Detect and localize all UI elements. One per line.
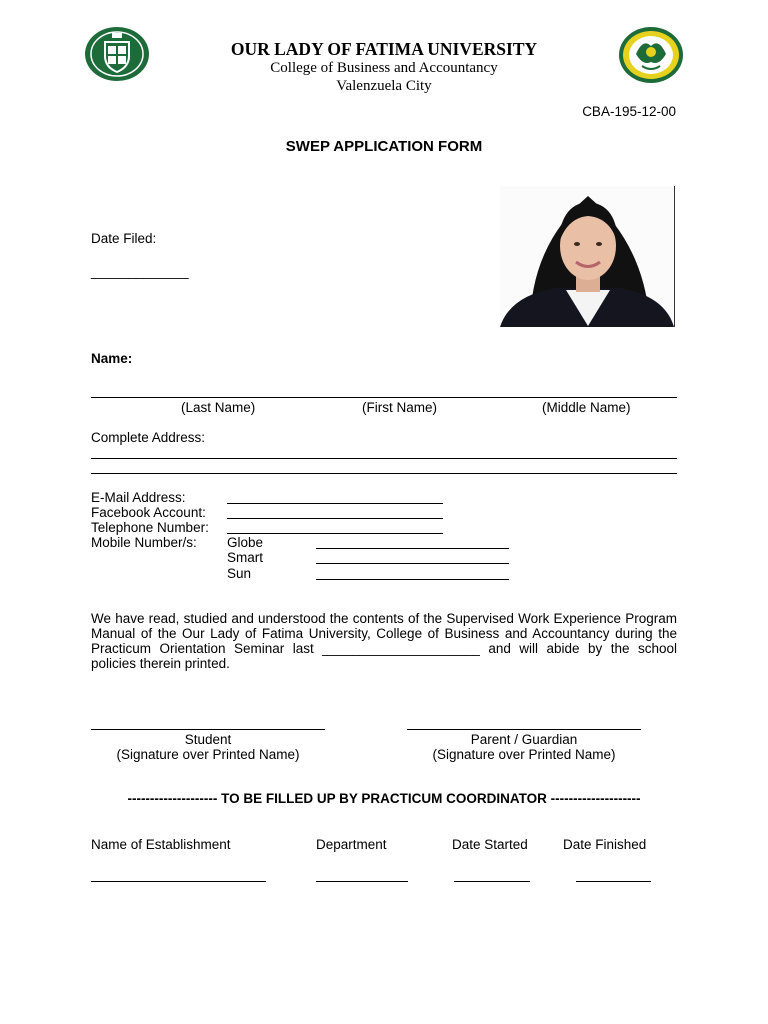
address-line-2[interactable] [91,473,677,474]
date-filed-field[interactable]: _____________ [91,264,189,279]
mobile-label: Mobile Number/s: [91,535,197,550]
coordinator-section-heading: -------------------- TO BE FILLED UP BY PRACTICUM COORDINATOR -------------------- [127,791,641,806]
date-started-field[interactable] [454,881,530,882]
guardian-label: Parent / Guardian [470,732,578,747]
student-label: Student [184,732,232,747]
date-filed-label: Date Filed: [91,231,157,246]
college-logo [618,26,684,84]
name-label: Name: [91,351,133,366]
telephone-field[interactable] [227,533,443,534]
department-label: Department [316,837,387,852]
network-globe-label: Globe [227,535,264,550]
network-smart-label: Smart [227,550,264,565]
name-field[interactable] [91,397,677,398]
student-signature-caption: (Signature over Printed Name) [116,747,300,762]
agreement-statement: We have read, studied and understood the contents of the Supervised Work Experience Program Manual of the Our Lady of Fatima University, College of Business and Accountancy during the Practicum Orientation Seminar last _____________________ and will abide by the school policies therein printed. [91,611,677,671]
date-started-label: Date Started [452,837,528,852]
address-line-1[interactable] [91,458,677,459]
form-title: SWEP APPLICATION FORM [285,138,483,155]
college-name: College of Business and Accountancy [270,60,498,76]
last-name-caption: (Last Name) [181,400,256,415]
globe-number-field[interactable] [316,548,509,549]
telephone-label: Telephone Number: [91,520,209,535]
sun-number-field[interactable] [316,579,509,580]
email-field[interactable] [227,503,443,504]
department-field[interactable] [316,881,408,882]
middle-name-caption: (Middle Name) [542,400,631,415]
facebook-label: Facebook Account: [91,505,206,520]
form-code: CBA-195-12-00 [582,104,676,119]
student-signature-line[interactable] [91,729,325,730]
guardian-signature-line[interactable] [407,729,641,730]
email-label: E-Mail Address: [91,490,186,505]
smart-number-field[interactable] [316,563,509,564]
applicant-photo [500,186,675,327]
establishment-label: Name of Establishment [91,837,231,852]
university-name: OUR LADY OF FATIMA UNIVERSITY [230,39,538,59]
guardian-signature-caption: (Signature over Printed Name) [432,747,616,762]
facebook-field[interactable] [227,518,443,519]
address-label: Complete Address: [91,430,206,445]
university-seal-logo [84,26,150,82]
network-sun-label: Sun [227,566,252,581]
establishment-field[interactable] [91,881,266,882]
first-name-caption: (First Name) [362,400,437,415]
city-name: Valenzuela City [336,78,432,94]
date-finished-field[interactable] [576,881,651,882]
date-finished-label: Date Finished [563,837,647,852]
